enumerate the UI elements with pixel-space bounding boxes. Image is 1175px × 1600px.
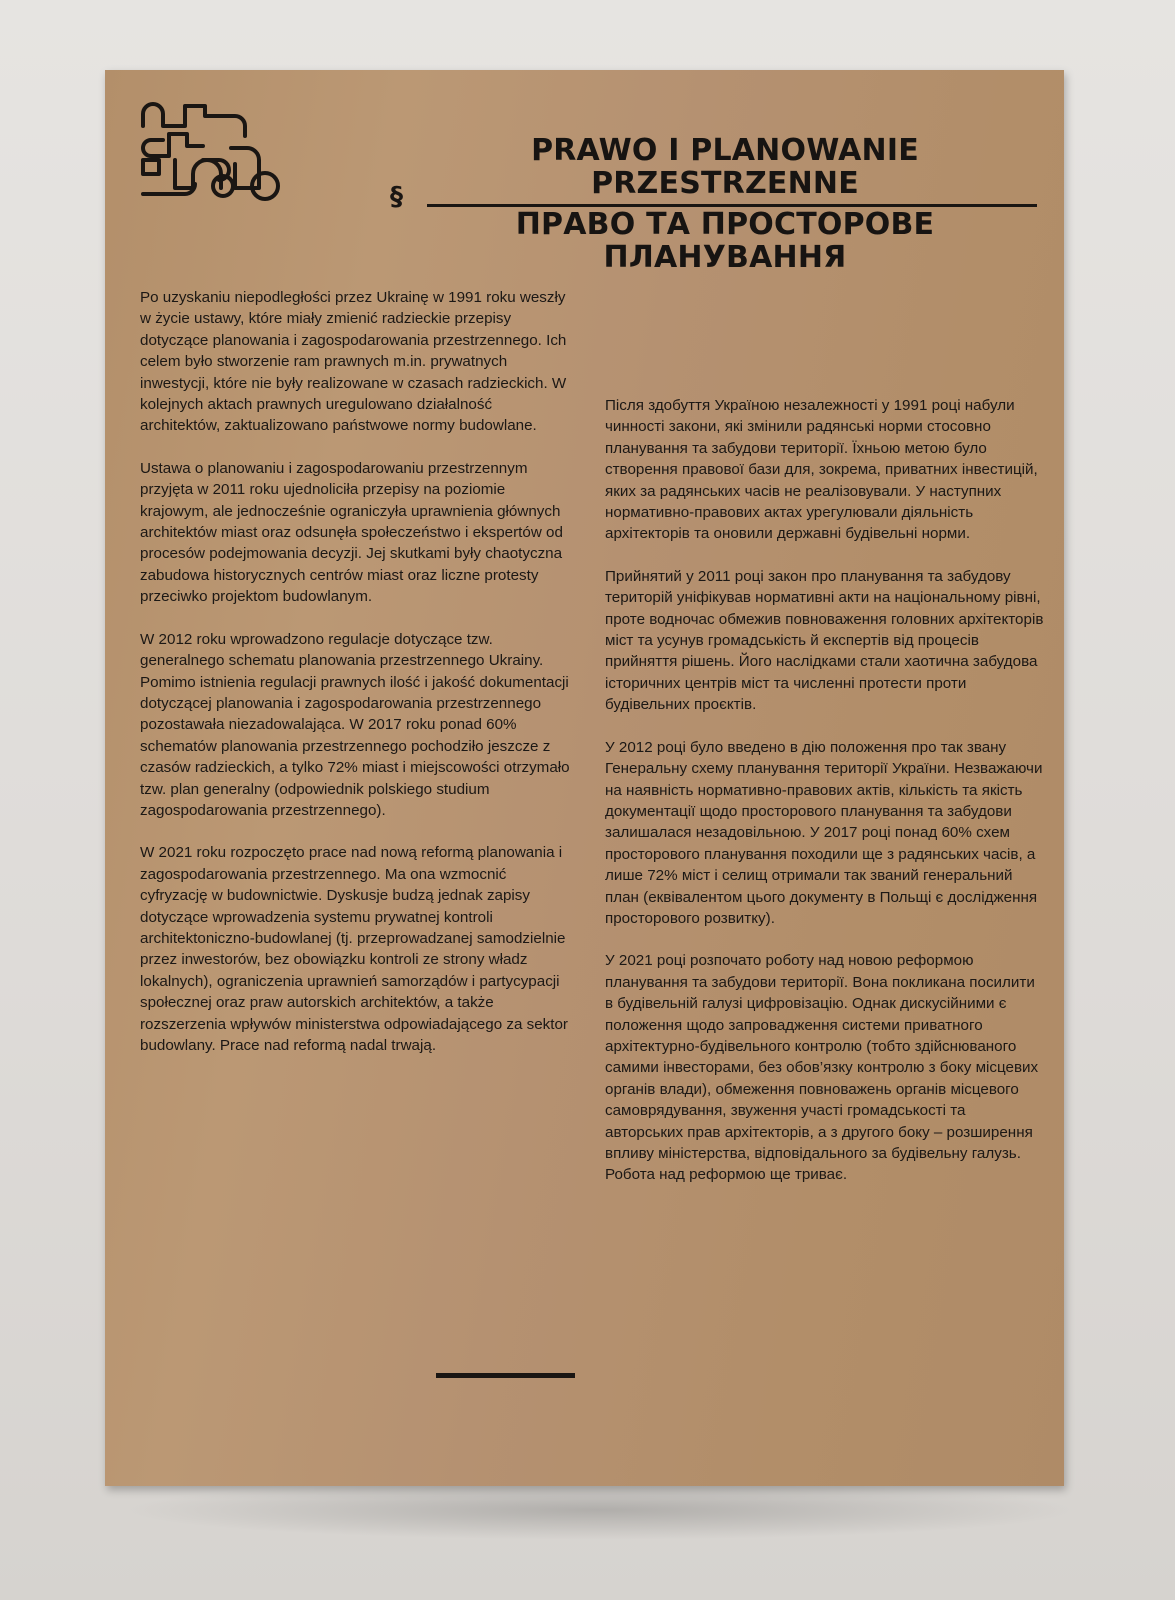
title-ukrainian: ПРАВО ТА ПРОСТОРОВЕ ПЛАНУВАННЯ (515, 207, 935, 275)
ua-paragraph: У 2021 році розпочато роботу над новою реформою планування та забудови території. Вона покликана посилити в будівельній галузі цифровізацію. Однак дискусійними є положення щодо запровадження системи приватного архітектурно-будівельного контролю (тобто здійснюваного самими інвесторами, без обов’язку контролю з боку місцевих органів влади), обмеження повноважень органів місцевого самоврядування, звуження участі громадськості та авторських прав архітекторів, а з другого боку – розширення впливу міністерства, відповідального за будівельну галузь. Робота над реформою ще триває. (605, 952, 1039, 1184)
kraft-paper-poster (105, 70, 1064, 1486)
poster-shadow (120, 1480, 1080, 1540)
polish-text-column (140, 287, 575, 1077)
pl-paragraph: Ustawa o planowaniu i zagospodarowaniu przestrzennym przyjęta w 2011 roku ujednoliciła przepisy na poziomie krajowym, ale jednocześnie ograniczyła uprawnienia głównych architektów miast oraz odsunęła społeczeństwo i ekspertów od procesów podejmowania decyzji. Jej skutkami były chaotyczna zabudowa historycznych centrów miast oraz liczne protesty przeciwko projektom budowlanym. (140, 459, 563, 606)
ukrainian-text-column (605, 395, 1045, 1207)
ua-paragraph: Прийнятий у 2011 році закон про планування та забудову територій уніфікував нормативні акти на національному рівні, проте водночас обмежив повноваження головних архітекторів міст та усунув громадськість й експертів від процесів прийняття рішень. Його наслідками стали хаотична забудова історичних центрів міст та численні протести проти будівельних проєктів. (605, 567, 1044, 714)
ua-paragraph: У 2012 році було введено в дію положення про так звану Генеральну схему планування території України. Незважаючи на наявність нормативно-правових актів, кількість та якість документації щодо просторового планування та забудови залишалася незадовільною. У 2017 році понад 60% схем просторового планування походили ще з радянських часів, а лише 72% міст і селищ отримали так званий генеральний план (еквівалентом цього документу в Польщі є дослідження просторового розвитку). (605, 738, 1043, 927)
pl-paragraph: Po uzyskaniu niepodległości przez Ukrainę w 1991 roku weszły w życie ustawy, które miały zmienić radzieckie przepisy dotyczące planowania i zagospodarowania przestrzennego. Ich celem było stworzenie ram prawnych m.in. prywatnych inwestycji, które nie były realizowane w czasach radzieckich. W kolejnych aktach prawnych uregulowano działalność architektów, zaktualizowano państwowe normy budowlane. (140, 289, 567, 435)
section-sign-icon: § (390, 182, 403, 212)
pl-paragraph: W 2012 roku wprowadzono regulacje dotyczące tzw. generalnego schematu planowania przestrzennego Ukrainy. Pomimo istnienia regulacji prawnych ilość i jakość dokumentacji dotyczącej planowania i zagospodarowania przestrzennego pozostawała niezadowalająca. W 2017 roku ponad 60% schematów planowania przestrzennego pochodziło jeszcze z czasów radzieckich, a tylko 72% miast i miejscowości otrzymało tzw. plan generalny (odpowiednik polskiego studium zagospodarowania przestrzennego). (140, 630, 570, 819)
title-polish: PRAWO I PLANOWANIE PRZESTRZENNE (531, 133, 919, 201)
bottom-divider (436, 1373, 575, 1378)
ua-paragraph: Після здобуття Україною незалежності у 1991 році набули чинності закони, які змінили радянські норми стосовно планування та забудови території. Їхньою метою було створення правової бази для, зокрема, приватних інвестицій, яких за радянських часів не реалізовували. У наступних нормативно-правових актах урегулювали діяльність архітекторів та оновили державні будівельні норми. (605, 397, 1038, 543)
pl-paragraph: W 2021 roku rozpoczęto prace nad nową reformą planowania i zagospodarowania przestrzennego. Ma ona wzmocnić cyfryzację w budownictwie. Dyskusje budzą jednak zapisy dotyczące wprowadzenia systemu prywatnej kontroli architektoniczno-budowlanej (tj. przeprowadzanej samodzielnie przez inwestorów, bez obowiązku kontroli ze strony władz lokalnych), ograniczenia uprawnień samorządów i partycypacji społecznej oraz praw autorskich architektów, a także rozszerzenia wpływów ministerstwa odpowiadającego za sektor budowlany. Prace nad reformą nadal trwają. (140, 844, 568, 1054)
geometric-letters-logo (139, 98, 283, 208)
